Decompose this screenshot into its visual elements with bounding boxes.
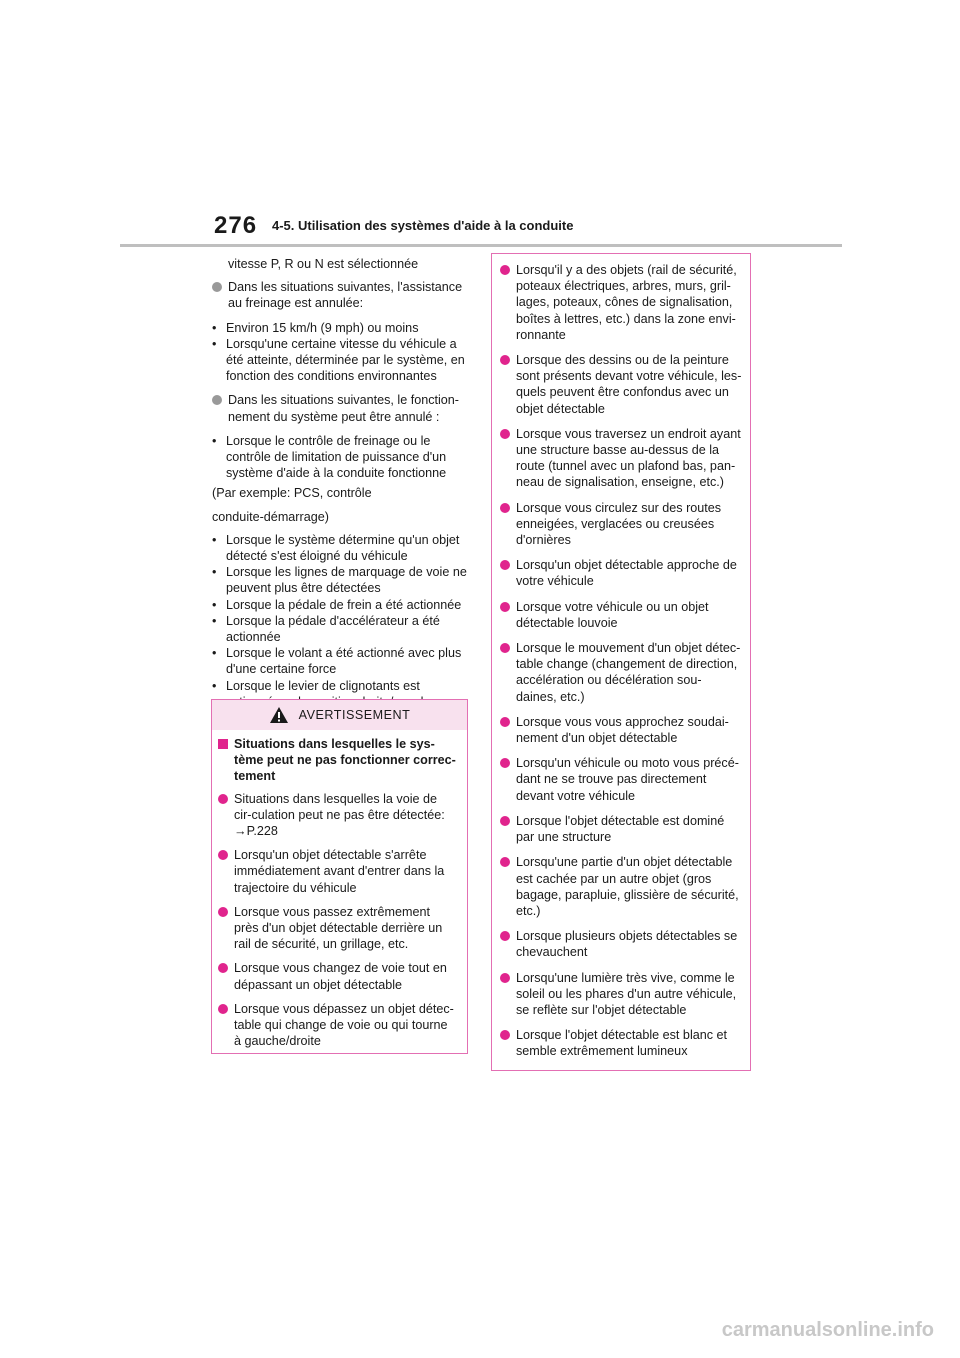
warning-item bbox=[218, 960, 457, 992]
example-line: (Par exemple: PCS, contrôle bbox=[212, 486, 372, 501]
warning-box bbox=[211, 699, 468, 1054]
bullet-dot-icon bbox=[500, 857, 510, 867]
list-item: Lorsque vous vous approchez soudai-nement d'un objet détectable bbox=[500, 714, 742, 746]
warning-item-text: Lorsque vous passez extrêmement près d'un objet détectable derrière un rail de sécurité, un grillage, etc. bbox=[234, 904, 443, 952]
bullet-dot-icon bbox=[218, 963, 228, 973]
section-title: 4-5. Utilisation des systèmes d'aide à la conduite bbox=[272, 218, 574, 233]
sub-list-item: • Lorsque le système détermine qu'un objet détecté s'est éloigné du véhicule bbox=[212, 532, 460, 564]
list-item: Lorsque des dessins ou de la peinture sont présents devant votre véhicule, les-quels peuvent être confondus avec un objet détectable bbox=[500, 352, 742, 417]
bullet-dot-icon bbox=[500, 355, 510, 365]
list-item: Lorsque vous traversez un endroit ayant une structure basse au-dessus de la route (tunnel avec un plafond bas, pan-neau de signalisation, enseigne, etc.) bbox=[500, 426, 742, 491]
bullet-dot-icon bbox=[500, 503, 510, 513]
sub-list-item: • Lorsque le volant a été actionné avec plus d'une certaine force bbox=[212, 646, 462, 677]
warning-continuation-body bbox=[492, 254, 750, 1060]
bullet-dot-icon bbox=[500, 265, 510, 275]
bullet-dot-icon bbox=[212, 395, 222, 405]
bullet-dot-icon bbox=[500, 931, 510, 941]
warning-item bbox=[218, 1001, 457, 1050]
warning-item-text: Lorsque vous changez de voie tout en dépassant un objet détectable bbox=[234, 961, 447, 992]
left-column bbox=[212, 256, 468, 718]
bullet-dot-icon bbox=[500, 429, 510, 439]
watermark: carmanualsonline.info bbox=[721, 1319, 934, 1341]
bullet-item bbox=[212, 279, 468, 311]
header-divider bbox=[120, 244, 842, 247]
list-item: Lorsqu'un véhicule ou moto vous précé-dant ne se trouve pas directement devant votre véhicule bbox=[500, 755, 742, 804]
warning-body bbox=[212, 730, 467, 1049]
warning-title: AVERTISSEMENT bbox=[298, 708, 411, 722]
sub-list bbox=[212, 433, 468, 482]
sub-list bbox=[212, 532, 468, 710]
list-item: Lorsque l'objet détectable est dominé par une structure bbox=[500, 813, 742, 845]
square-bullet-icon bbox=[218, 739, 228, 749]
sub-list-item: • Lorsque le contrôle de freinage ou le contrôle de limitation de puissance d'un système d'aide à la conduite fonctionne bbox=[212, 433, 447, 481]
warning-item bbox=[218, 904, 457, 953]
bullet-dot-icon bbox=[500, 973, 510, 983]
intro-text: vitesse P, R ou N est sélectionnée bbox=[228, 257, 419, 271]
warning-item-text: Lorsque vous dépassez un objet détec-table qui change de voie ou qui tourne à gauche/droite bbox=[234, 1001, 454, 1049]
list-item: Lorsqu'il y a des objets (rail de sécurité, poteaux électriques, arbres, murs, gril-lages, poteaux, cônes de signalisation, boîtes à lettres, etc.) dans la zone envi-ronnante bbox=[500, 262, 742, 343]
sub-list-item: • Environ 15 km/h (9 mph) ou moins bbox=[212, 320, 419, 335]
example-line: conduite-démarrage) bbox=[212, 509, 329, 524]
sub-list bbox=[212, 320, 468, 385]
warning-item bbox=[218, 847, 457, 896]
sub-list-item: • Lorsque le levier de clignotants est bbox=[212, 678, 420, 693]
bullet-item bbox=[212, 392, 468, 424]
warning-header bbox=[212, 700, 467, 730]
bullet-dot-icon bbox=[500, 816, 510, 826]
bullet-dot-icon bbox=[218, 907, 228, 917]
sub-list-item: • Lorsqu'une certaine vitesse du véhicule a été atteinte, déterminée par le système, en fonction des conditions environnantes bbox=[212, 336, 465, 384]
list-item: Lorsqu'une partie d'un objet détectable est cachée par un autre objet (gros bagage, parapluie, glissière de sécurité, etc.) bbox=[500, 854, 742, 919]
list-item: Lorsque votre véhicule ou un objet détectable louvoie bbox=[500, 599, 742, 631]
page-reference: P.228 bbox=[246, 824, 278, 839]
bullet-dot-icon bbox=[500, 717, 510, 727]
bullet-dot-icon bbox=[218, 850, 228, 860]
list-item: Lorsque le mouvement d'un objet détec-table change (changement de direction, accélération ou décélération sou-daines, etc.) bbox=[500, 640, 742, 705]
list-item: Lorsque vous circulez sur des routes enneigées, verglacées ou creusées d'ornières bbox=[500, 500, 742, 549]
bullet-dot-icon bbox=[500, 643, 510, 653]
bullet-dot-icon bbox=[212, 282, 222, 292]
sub-list-item: • Lorsque la pédale de frein a été actionnée bbox=[212, 597, 462, 612]
warning-item-text: Lorsqu'un objet détectable s'arrête immédiatement avant d'entrer dans la trajectoire du véhicule bbox=[234, 848, 445, 895]
list-item: Lorsque plusieurs objets détectables se chevauchent bbox=[500, 928, 742, 960]
bullet-dot-icon bbox=[500, 602, 510, 612]
warning-item bbox=[218, 791, 457, 840]
list-item: Lorsqu'un objet détectable approche de votre véhicule bbox=[500, 557, 742, 589]
sub-list-item: • Lorsque les lignes de marquage de voie ne peuvent plus être détectées bbox=[212, 565, 467, 596]
warning-item-text: Situations dans lesquelles la voie de cir-culation peut ne pas être détectée: bbox=[234, 791, 445, 822]
bullet-dot-icon bbox=[500, 758, 510, 768]
list-item: Lorsque l'objet détectable est blanc et semble extrêmement lumineux bbox=[500, 1027, 742, 1059]
bullet-dot-icon bbox=[218, 1004, 228, 1014]
page-number: 276 bbox=[214, 212, 258, 239]
warning-continuation-box bbox=[491, 253, 751, 1071]
bullet-text: Dans les situations suivantes, l'assistance au freinage est annulée: bbox=[228, 280, 463, 311]
bullet-dot-icon bbox=[500, 560, 510, 570]
warning-heading: Situations dans lesquelles le sys-tème peut ne pas fonctionner correc-tement bbox=[218, 736, 457, 785]
bullet-text: Dans les situations suivantes, le fonction-nement du système peut être annulé : bbox=[228, 393, 460, 424]
bullet-dot-icon bbox=[500, 1030, 510, 1040]
list-item: Lorsqu'une lumière très vive, comme le soleil ou les phares d'un autre véhicule, se reflète sur l'objet détectable bbox=[500, 970, 742, 1019]
bullet-dot-icon bbox=[218, 794, 228, 804]
warning-triangle-icon bbox=[269, 706, 289, 724]
sub-list-item: • Lorsque la pédale d'accélérateur a été actionnée bbox=[212, 613, 440, 645]
arrow-right-icon: → bbox=[234, 824, 247, 839]
